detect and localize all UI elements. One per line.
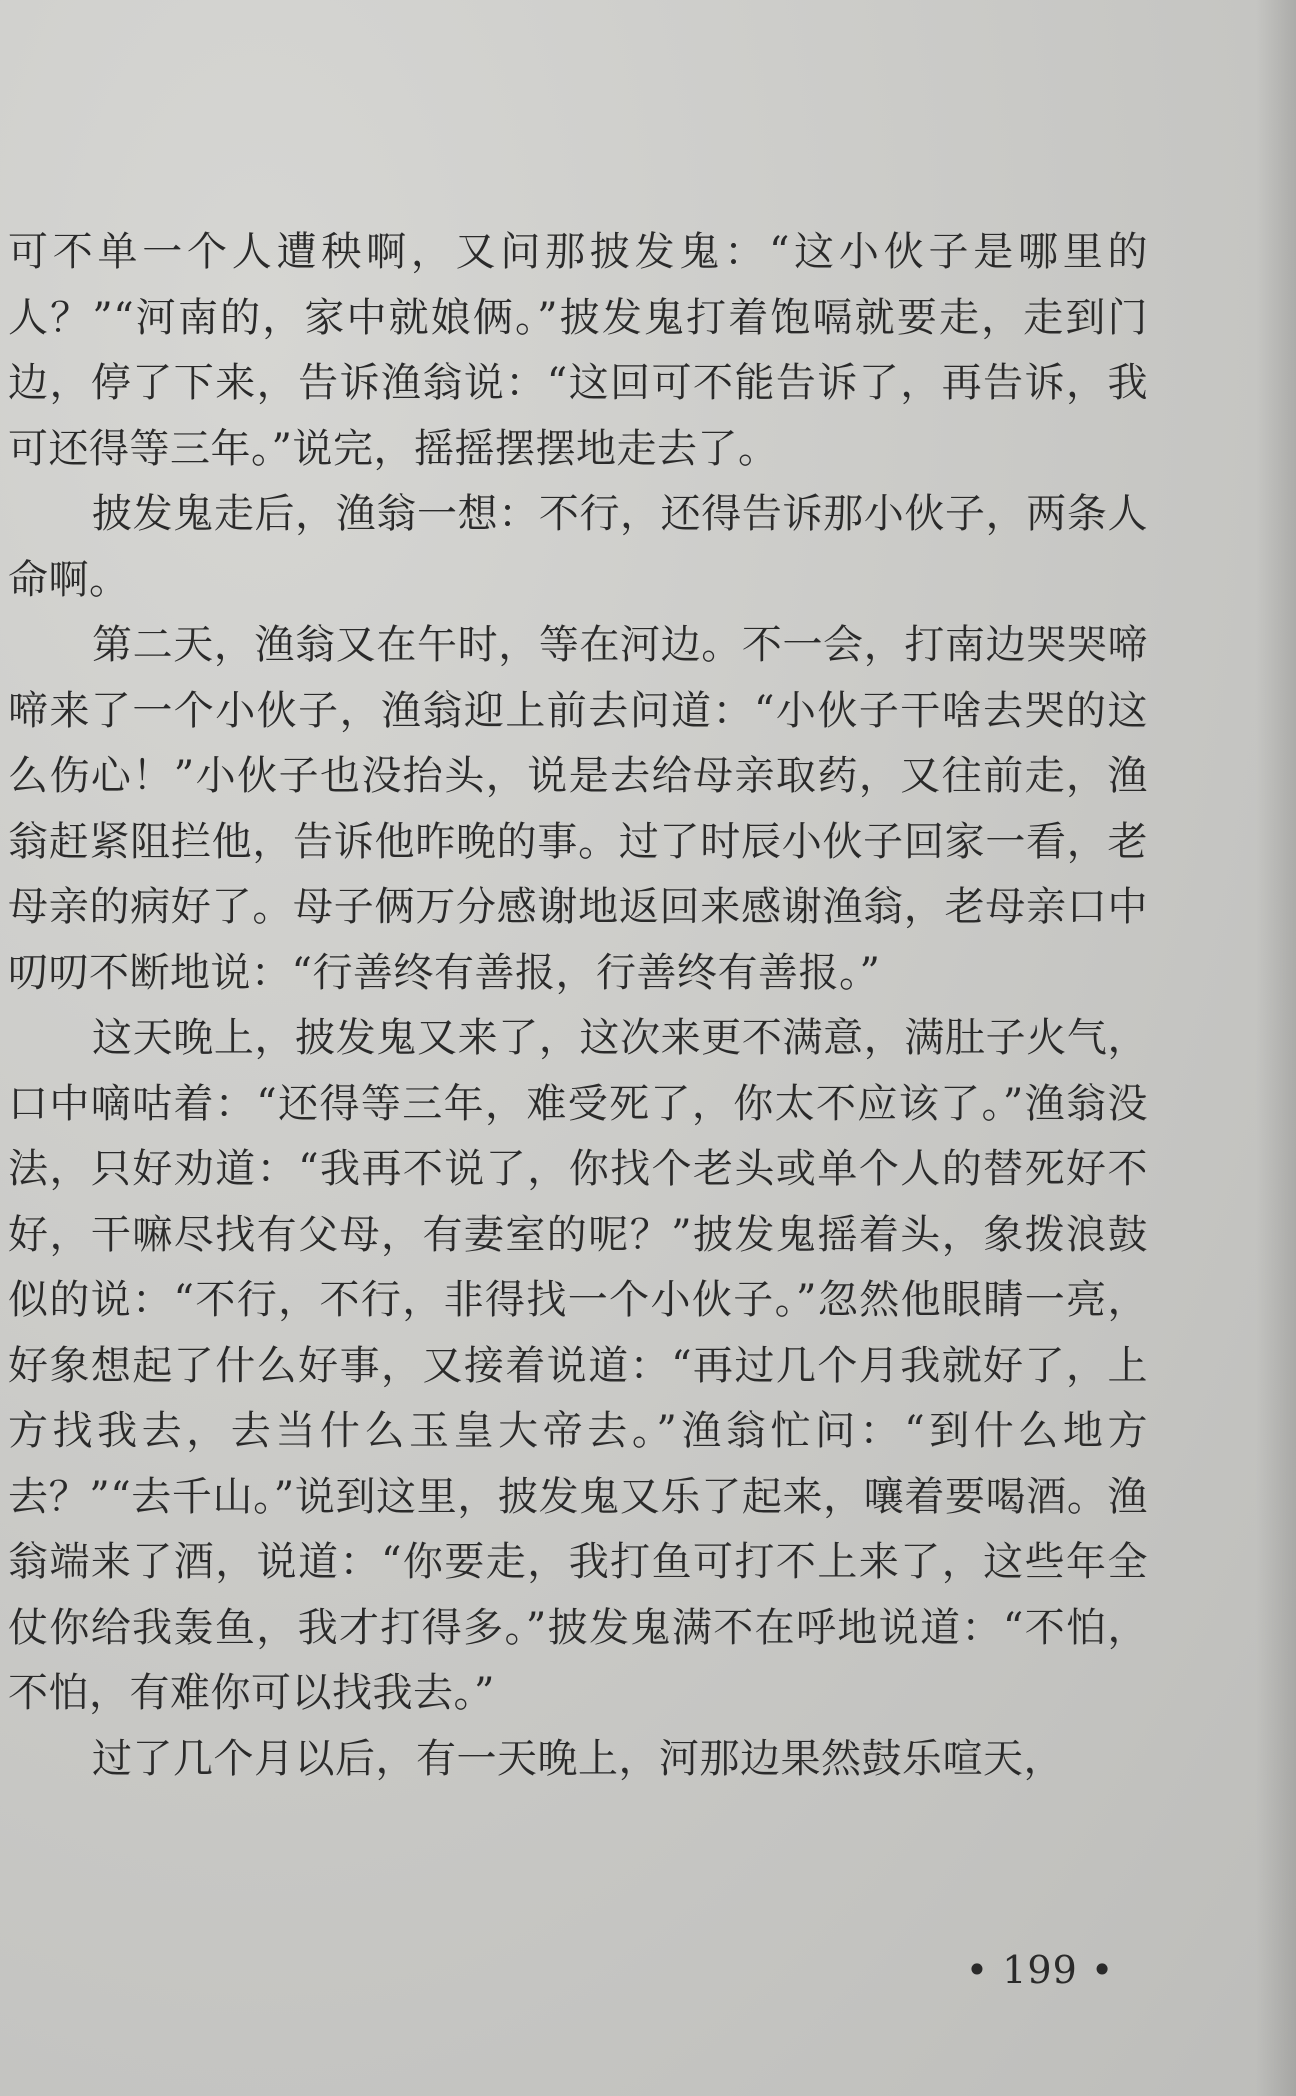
page-edge-shadow	[1256, 0, 1296, 2096]
paragraph-2: 披发鬼走后，渔翁一想：不行，还得告诉那小伙子，两条人命啊。	[8, 491, 1148, 603]
page-number: • 199 •	[965, 1948, 1115, 1992]
paragraph-4: 这天晚上，披发鬼又来了，这次来更不满意，满肚子火气，口中嘀咕着：“还得等三年，难受死了，你太不应该了。”渔翁没法，只好劝道：“我再不说了，你找个老头或单个人的替死好不好，干嘛尽找有父母，有妻室的呢？”披发鬼摇着头，象拨浪鼓似的说：“不行，不行，非得找一个小伙子。”忽然他眼睛一亮，好象想起了什么好事，又接着说道：“再过几个月我就好了，上方找我去，去当什么玉皇大帝去。”渔翁忙问：“到什么地方去？”“去千山。”说到这里，披发鬼又乐了起来，嚷着要喝酒。渔翁端来了酒，说道：“你要走，我打鱼可打不上来了，这些年全仗你给我轰鱼，我才打得多。”披发鬼满不在呼地说道：“不怕，不怕，有难你可以找我去。”	[8, 1015, 1148, 1716]
paragraph-5: 过了几个月以后，有一天晚上，河那边果然鼓乐喧天，	[92, 1735, 1064, 1782]
body-text	[8, 220, 1148, 1792]
paragraph-1: 可不单一个人遭秧啊，又问那披发鬼：“这小伙子是哪里的人？”“河南的，家中就娘俩。”披发鬼打着饱嗝就要走，走到门边，停了下来，告诉渔翁说：“这回可不能告诉了，再告诉，我可还得等三年。”说完，摇摇摆摆地走去了。	[8, 229, 1148, 472]
paragraph-3: 第二天，渔翁又在午时，等在河边。不一会，打南边哭哭啼啼来了一个小伙子，渔翁迎上前去问道：“小伙子干啥去哭的这么伤心！”小伙子也没抬头，说是去给母亲取药，又往前走，渔翁赶紧阻拦他，告诉他昨晚的事。过了时辰小伙子回家一看，老母亲的病好了。母子俩万分感谢地返回来感谢渔翁，老母亲口中叨叨不断地说：“行善终有善报，行善终有善报。”	[8, 622, 1148, 996]
